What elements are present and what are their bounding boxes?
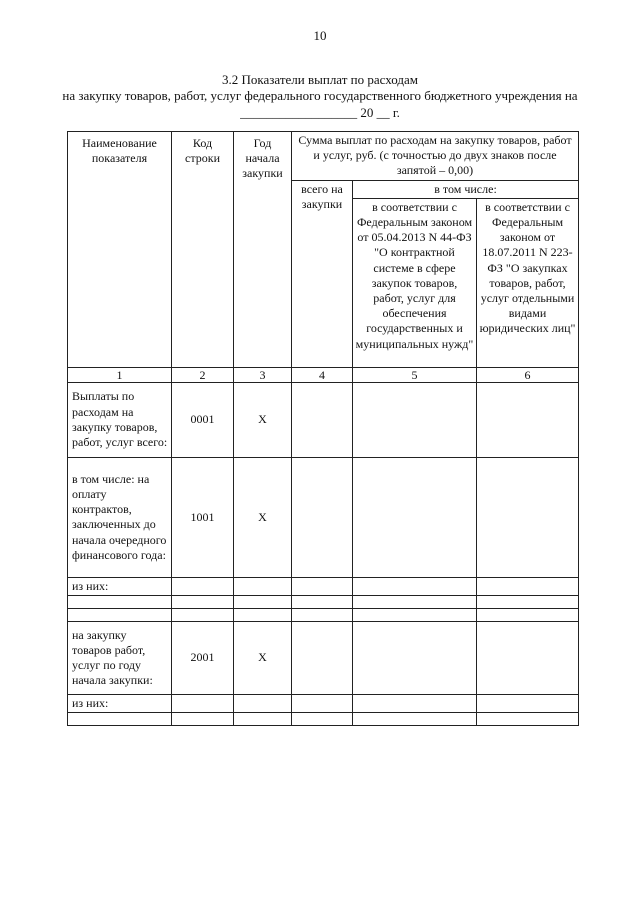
cell-empty — [353, 577, 477, 595]
cell-law223 — [477, 457, 579, 577]
table-row-blank — [68, 596, 579, 609]
row-label: Выплаты по расходам на закупку товаров, работ, услуг всего: — [68, 382, 172, 457]
header-law44: в соответствии с Федеральным законом от 05.04.2013 N 44-ФЗ "О контрактной системе в сфере закупок товаров, работ, услуг для обеспечения государственных и муниципальных нужд" — [353, 198, 477, 367]
header-total: всего на закупки — [292, 180, 353, 367]
header-year: Год начала закупки — [234, 132, 292, 368]
header-including: в том числе: — [353, 180, 579, 198]
cell-empty — [292, 713, 353, 726]
cell-empty — [172, 695, 234, 713]
header-law223: в соответствии с Федеральным законом от 18.07.2011 N 223-ФЗ "О закупках товаров, работ, услуг отдельными видами юридических лиц" — [477, 198, 579, 367]
cell-total — [292, 382, 353, 457]
cell-law223 — [477, 382, 579, 457]
row-code: 0001 — [172, 382, 234, 457]
column-number: 6 — [477, 367, 579, 382]
cell-empty — [68, 609, 172, 622]
row-code: 2001 — [172, 622, 234, 695]
cell-empty — [292, 609, 353, 622]
cell-law44 — [353, 382, 477, 457]
cell-law44 — [353, 457, 477, 577]
cell-empty — [234, 713, 292, 726]
cell-total — [292, 622, 353, 695]
table-row-blank — [68, 713, 579, 726]
cell-empty — [68, 713, 172, 726]
cell-empty — [234, 577, 292, 595]
cell-empty — [172, 577, 234, 595]
cell-total — [292, 457, 353, 577]
column-number: 1 — [68, 367, 172, 382]
section-subtitle: на закупку товаров, работ, услуг федерального государственного бюджетного учреждения на — [62, 88, 578, 103]
column-numbers-row — [68, 367, 579, 382]
cell-empty — [477, 695, 579, 713]
cell-law44 — [353, 622, 477, 695]
header-code: Код строки — [172, 132, 234, 368]
table-row — [68, 577, 579, 595]
cell-empty — [477, 577, 579, 595]
cell-empty — [353, 695, 477, 713]
column-number: 4 — [292, 367, 353, 382]
payments-table — [67, 131, 579, 726]
cell-empty — [172, 609, 234, 622]
table-row — [68, 695, 579, 713]
cell-empty — [234, 609, 292, 622]
row-year: X — [234, 382, 292, 457]
cell-empty — [234, 596, 292, 609]
cell-empty — [477, 713, 579, 726]
table-row — [68, 382, 579, 457]
section-title: 3.2 Показатели выплат по расходам — [222, 72, 418, 87]
row-label: на закупку товаров работ, услуг по году начала закупки: — [68, 622, 172, 695]
row-label: в том числе: на оплату контрактов, заключенных до начала очередного финансового года: — [68, 457, 172, 577]
cell-empty — [292, 577, 353, 595]
table-row — [68, 622, 579, 695]
row-year: X — [234, 622, 292, 695]
row-year: X — [234, 457, 292, 577]
header-row-1 — [68, 132, 579, 181]
row-label: из них: — [68, 695, 172, 713]
column-number: 3 — [234, 367, 292, 382]
page-number: 10 — [313, 28, 327, 43]
header-name: Наименование показателя — [68, 132, 172, 368]
row-code: 1001 — [172, 457, 234, 577]
column-number: 2 — [172, 367, 234, 382]
cell-empty — [477, 609, 579, 622]
cell-empty — [68, 596, 172, 609]
header-sum: Сумма выплат по расходам на закупку товаров, работ и услуг, руб. (с точностью до двух знаков после запятой – 0,00) — [292, 132, 579, 181]
cell-empty — [353, 713, 477, 726]
cell-empty — [172, 713, 234, 726]
date-line: __________________ 20 __ г. — [240, 105, 400, 120]
row-label: из них: — [68, 577, 172, 595]
cell-empty — [292, 695, 353, 713]
column-number: 5 — [353, 367, 477, 382]
cell-empty — [477, 596, 579, 609]
cell-law223 — [477, 622, 579, 695]
cell-empty — [234, 695, 292, 713]
cell-empty — [292, 596, 353, 609]
table-row — [68, 457, 579, 577]
cell-empty — [353, 596, 477, 609]
cell-empty — [353, 609, 477, 622]
table-row-blank — [68, 609, 579, 622]
cell-empty — [172, 596, 234, 609]
